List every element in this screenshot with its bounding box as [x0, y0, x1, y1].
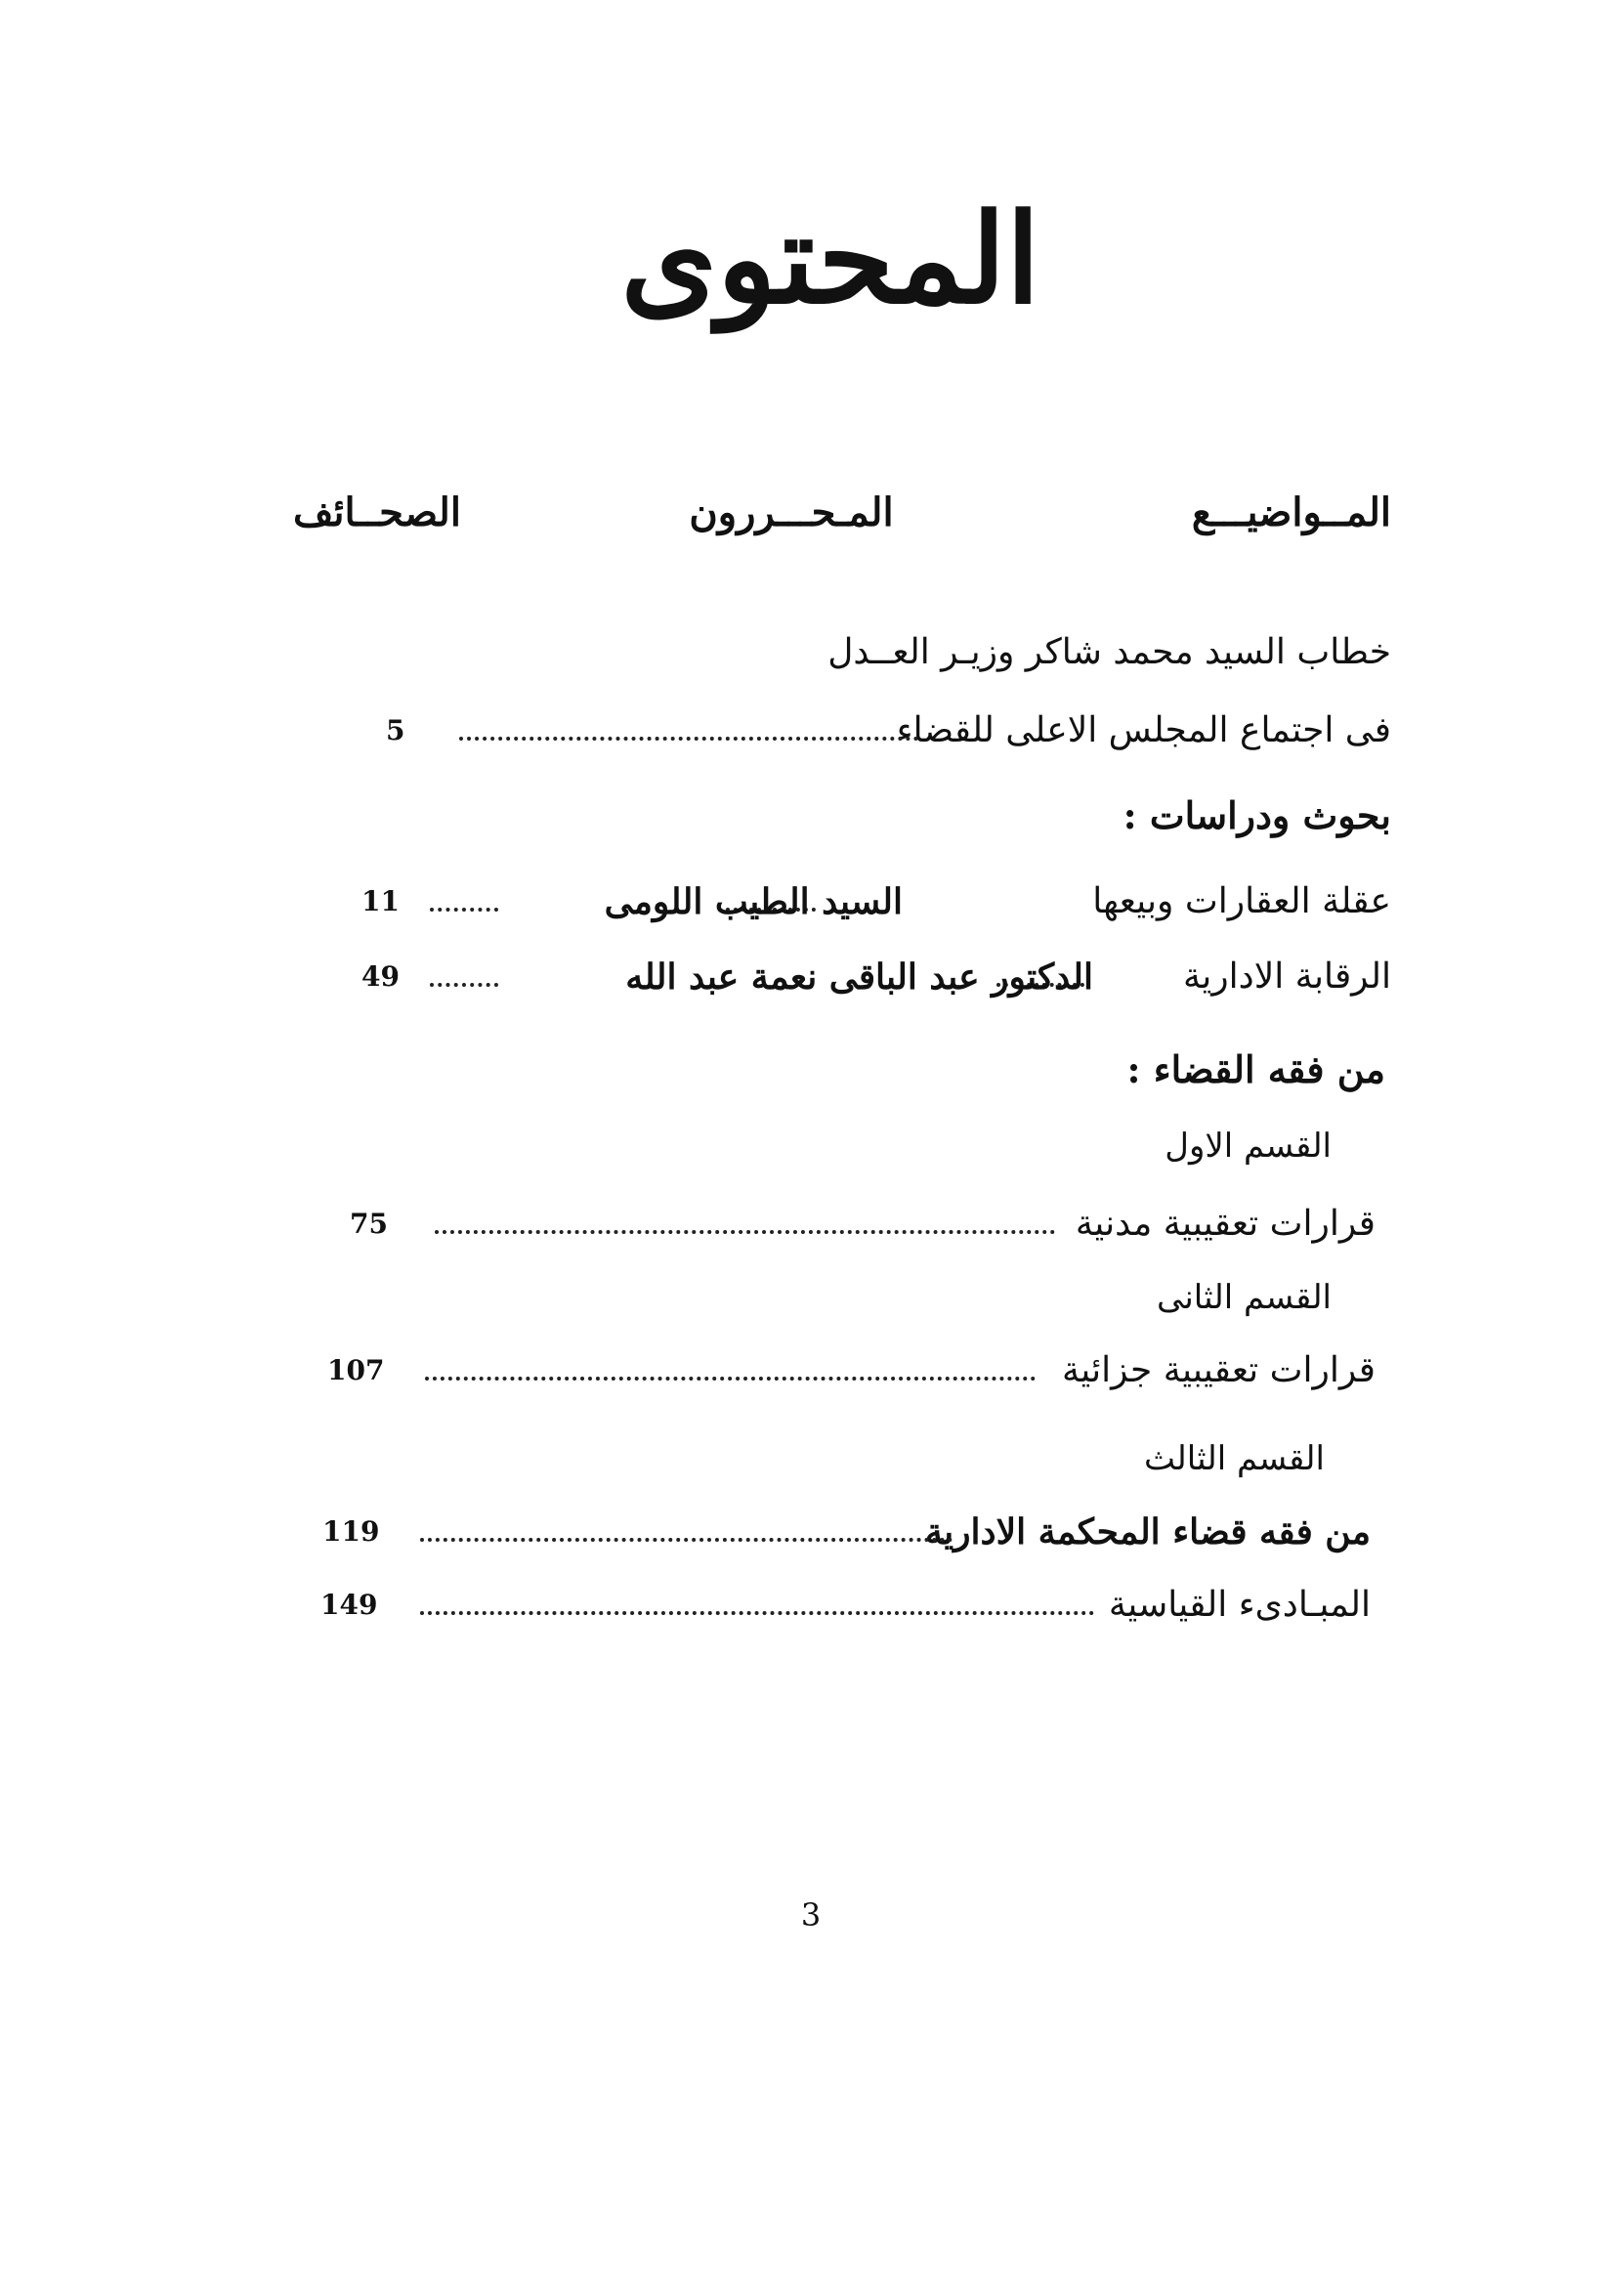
page-title: المحتوى — [620, 187, 1040, 331]
part1-page-number: 75 — [350, 1208, 388, 1240]
column-header-editors: المـحـــررون — [689, 489, 894, 535]
study-entry-2 — [293, 950, 1391, 1004]
speech-entry-line2: فى اجتماع المجلس الاعلى للقضاء — [896, 710, 1391, 750]
principles-title: المبـادىء القياسية — [1108, 1585, 1371, 1625]
part2-entry — [293, 1343, 1376, 1398]
dot-leader — [425, 1377, 1036, 1386]
part1-title: قرارات تعقيبية مدنية — [1075, 1204, 1376, 1244]
part2-heading: القسم الثانى — [1157, 1278, 1332, 1317]
dot-leader — [435, 1230, 1055, 1240]
speech-entry-line1: خطاب السيد محمد شاكر وزيـر العــدل — [827, 632, 1391, 672]
column-header-pages: الصحــائف — [293, 489, 461, 535]
study2-page-number: 49 — [361, 960, 400, 993]
speech-page-number: 5 — [386, 714, 405, 746]
dot-leader — [459, 737, 918, 746]
study2-title: الرقابة الادارية — [1182, 957, 1391, 997]
study1-author: السيد الطيب اللومى — [604, 881, 903, 922]
page-number: 3 — [800, 1896, 822, 1934]
speech-entry — [293, 703, 1391, 758]
part1-entry — [293, 1197, 1376, 1252]
dot-leader — [430, 908, 498, 917]
section-jurisprudence-heading: من فقه القضاء : — [1126, 1047, 1385, 1091]
dot-leader — [420, 1611, 1094, 1621]
part3-heading: القسم الثالث — [1144, 1439, 1325, 1478]
part2-title: قرارات تعقيبية جزائية — [1061, 1350, 1376, 1390]
part3-title: من فقه قضاء المحكمة الادارية — [924, 1511, 1371, 1552]
study1-page-number: 11 — [361, 885, 400, 917]
study1-title: عقلة العقارات وبيعها — [1092, 881, 1391, 921]
principles-page-number: 149 — [320, 1589, 378, 1621]
principles-entry — [293, 1578, 1371, 1633]
part2-page-number: 107 — [327, 1354, 385, 1386]
dot-leader — [420, 1538, 953, 1548]
column-header-topics: المــواضيـــع — [1191, 489, 1391, 535]
part1-heading: القسم الاول — [1165, 1127, 1332, 1166]
study-entry-1 — [293, 874, 1391, 929]
dot-leader — [430, 983, 498, 993]
part3-entry — [293, 1505, 1371, 1559]
study2-author: الدكتور عبد الباقى نعمة عبد الله — [625, 957, 1093, 998]
section-studies-heading: بحوث ودراسات : — [1123, 793, 1391, 837]
part3-page-number: 119 — [322, 1515, 380, 1548]
